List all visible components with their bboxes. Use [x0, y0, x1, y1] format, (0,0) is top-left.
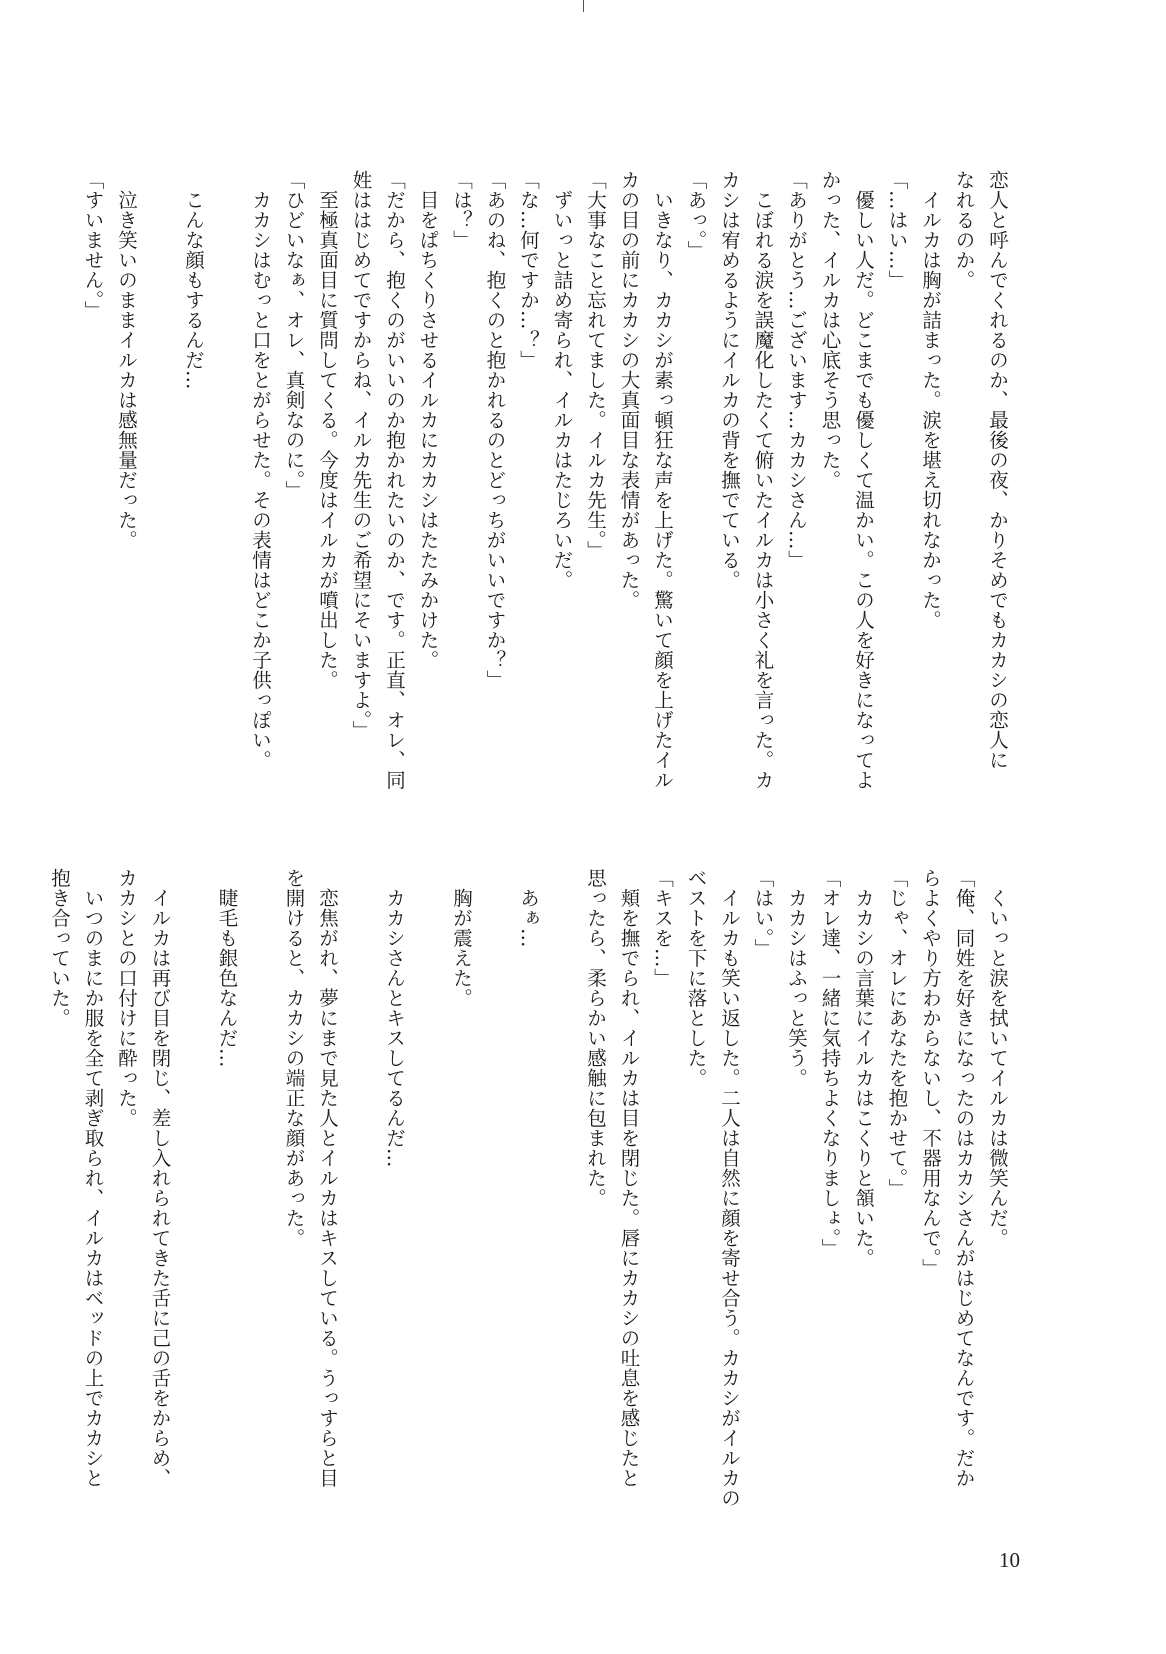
upper-line: 「すいません。」 — [81, 170, 105, 321]
text-block-upper — [76, 170, 1014, 790]
lower-line: 「俺、同姓を好きになったのはカカシさんがはじめてなんです。だか — [952, 868, 976, 1488]
upper-line: 恋人と呼んでくれるのか、最後の夜、かりそめでもカカシの恋人に — [986, 170, 1009, 770]
upper-line: ずいっと詰め寄られ、イルカはたじろいだ。 — [550, 170, 574, 590]
upper-line — [210, 170, 244, 770]
upper-line: 「な…何ですか…？」 — [517, 170, 540, 370]
upper-line: 「大事なこと忘れてました。イルカ先生。」 — [584, 170, 607, 561]
lower-line: カカシの言葉にイルカはこくりと頷いた。 — [852, 868, 875, 1268]
upper-line: 優しい人だ。どこまでも優しくて温かい。この人を好きになってよ — [852, 170, 875, 790]
upper-line: 目をぱちくりさせるイルカにカカシはたたみかけた。 — [416, 170, 440, 670]
lower-line: 思ったら、柔らかい感触に包まれた。 — [584, 868, 607, 1208]
upper-line: 至極真面目に質問してくる。今度はイルカが噴出した。 — [316, 170, 339, 690]
upper-line: カシは宥めるようにイルカの背を撫でている。 — [718, 170, 741, 590]
lower-line — [344, 868, 378, 1468]
lower-line: 頬を撫でられ、イルカは目を閉じた。唇にカカシの吐息を感じたと — [617, 868, 641, 1488]
upper-line: カの目の前にカカシの大真面目な表情があった。 — [617, 170, 641, 610]
lower-line: 恋焦がれ、夢にまで見た人とイルカはキスしている。うっすらと目 — [316, 868, 339, 1488]
upper-line: こぼれる涙を誤魔化したくて俯いたイルカは小さく礼を言った。カ — [751, 170, 775, 790]
lower-line: ベストを下に落とした。 — [684, 868, 708, 1088]
upper-line: 泣き笑いのままイルカは感無量だった。 — [115, 170, 138, 550]
upper-line: いきなり、カカシが素っ頓狂な声を上げた。驚いて顔を上げたイル — [651, 170, 674, 790]
upper-line: 「ありがとう…ございます…カカシさん…」 — [785, 170, 808, 570]
crop-mark — [583, 0, 584, 12]
lower-line: らよくやり方わからないし、不器用なんで。」 — [919, 868, 942, 1279]
lower-line — [411, 868, 445, 1468]
upper-line: 「ひどいなぁ、オレ、真剣なのに。」 — [282, 170, 306, 501]
upper-line: こんな顔もするんだ… — [182, 170, 205, 390]
lower-line: あぁ… — [517, 868, 540, 948]
upper-line: 「だから、抱くのがいいのか抱かれたいのか、です。正直、オレ、同 — [383, 170, 406, 790]
lower-line — [177, 868, 211, 1468]
lower-line: 「キスを…」 — [651, 868, 674, 988]
lower-line: カカシとの口付けに酔った。 — [115, 868, 138, 1128]
lower-line: を開けると、カカシの端正な顔があった。 — [282, 868, 306, 1248]
upper-line: 「は？」 — [450, 170, 473, 250]
lower-line: 「はい。」 — [751, 868, 775, 959]
upper-line: カカシはむっと口をとがらせた。その表情はどこか子供っぽい。 — [249, 170, 272, 770]
page-number: 10 — [999, 1548, 1020, 1572]
lower-line: 胸が震えた。 — [450, 868, 473, 1008]
lower-line: イルカも笑い返した。二人は自然に顔を寄せ合う。カカシがイルカの — [718, 868, 741, 1508]
lower-line: 「じゃ、オレにあなたを抱かせて。」 — [885, 868, 909, 1199]
lower-line: カカシさんとキスしてるんだ… — [383, 868, 406, 1168]
lower-line: くいっと涙を拭いてイルカは微笑んだ。 — [986, 868, 1009, 1248]
lower-line — [478, 868, 512, 1468]
lower-line — [244, 868, 278, 1468]
text-block-lower — [43, 868, 1015, 1508]
upper-line: なれるのか。 — [952, 170, 976, 290]
lower-line: 睫毛も銀色なんだ… — [215, 868, 239, 1068]
upper-line: 「あっ。」 — [684, 170, 708, 261]
upper-line: イルカは胸が詰まった。涙を堪え切れなかった。 — [919, 170, 942, 630]
upper-line — [143, 170, 177, 770]
lower-line — [545, 868, 579, 1468]
upper-line: 「あのね、抱くのと抱かれるのとどっちがいいですか？」 — [483, 170, 507, 690]
upper-line: 姓ははじめてですからね、イルカ先生のご希望にそいますよ。」 — [349, 170, 373, 741]
lower-line: いつのまにか服を全て剥ぎ取られ、イルカはベッドの上でカカシと — [81, 868, 105, 1488]
lower-line: カカシはふっと笑う。 — [785, 868, 808, 1088]
lower-line: 「オレ達、一緒に気持ちよくなりましょ。」 — [818, 868, 842, 1259]
lower-line: イルカは再び目を閉じ、差し入れられてきた舌に己の舌をからめ、 — [148, 868, 172, 1488]
upper-line: かった、イルカは心底そう思った。 — [818, 170, 842, 490]
upper-line: 「…はい…」 — [885, 170, 909, 290]
lower-line: 抱き合っていた。 — [48, 868, 71, 1028]
